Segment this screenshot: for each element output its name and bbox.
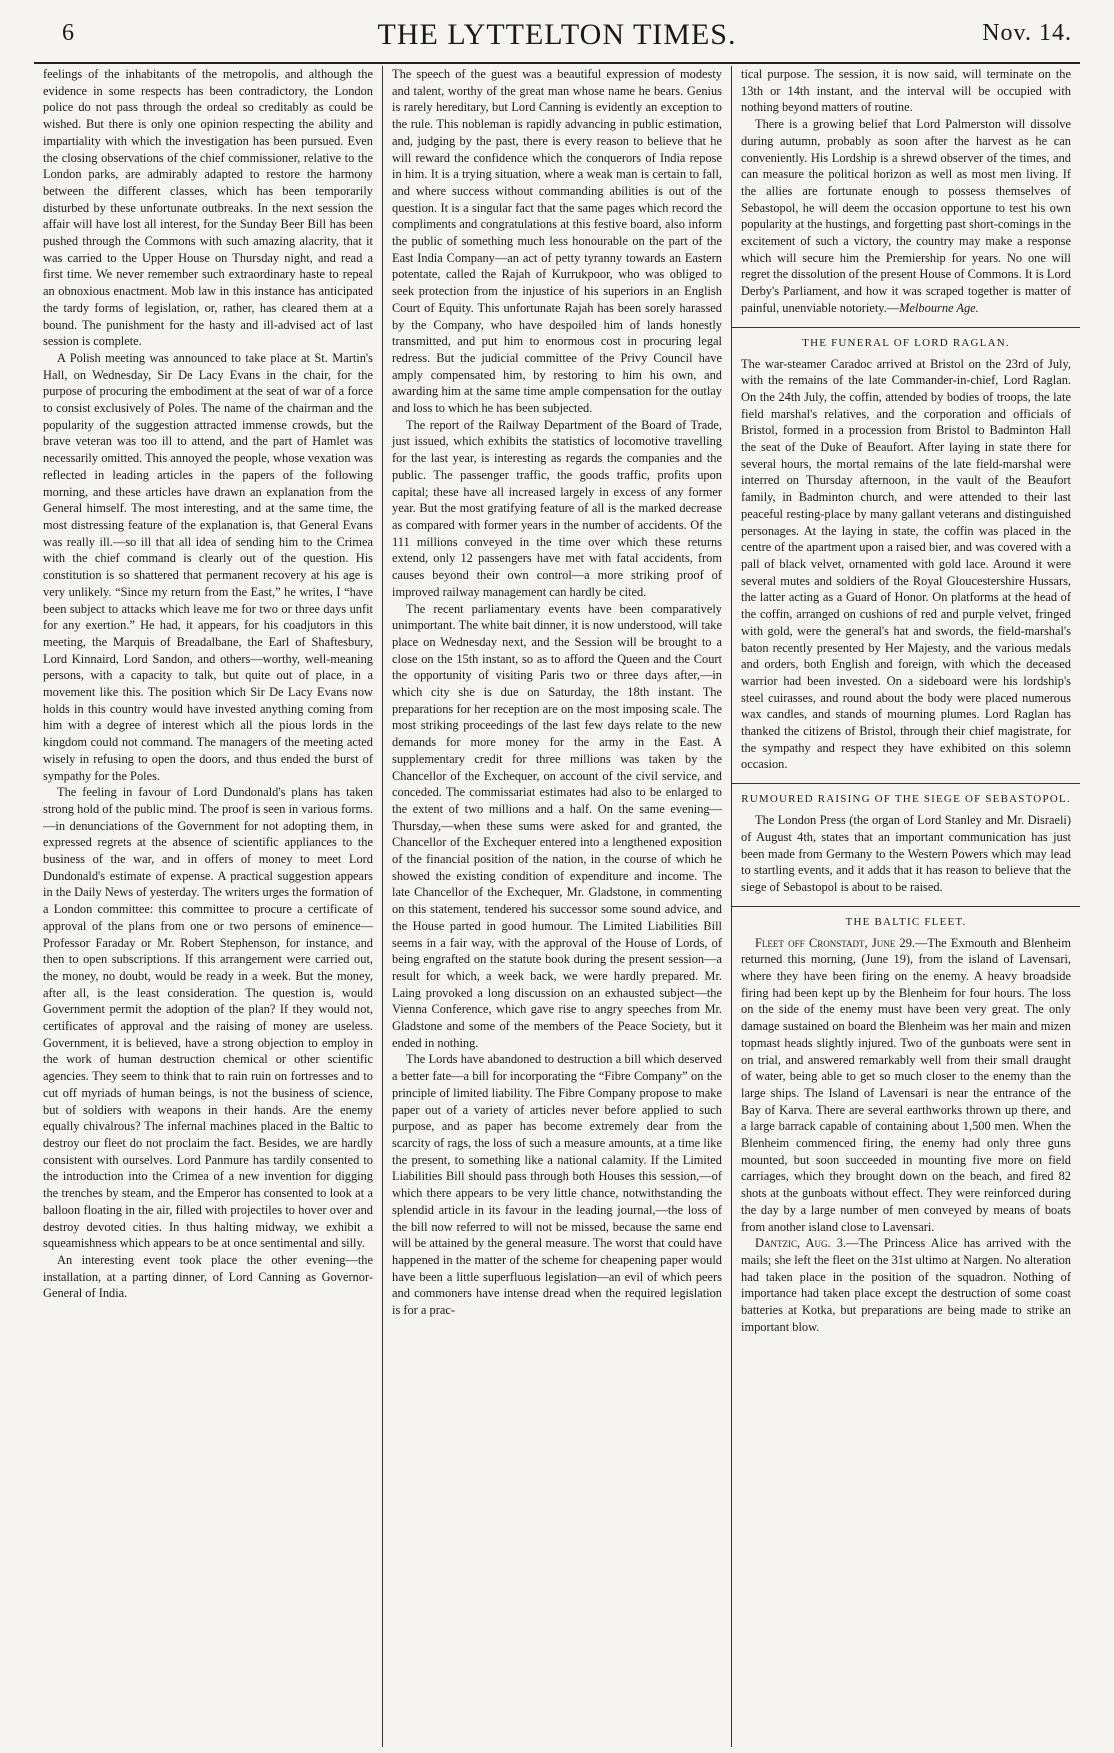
section-heading-funeral: THE FUNERAL OF LORD RAGLAN. <box>802 336 1010 349</box>
section-heading-baltic: THE BALTIC FLEET. <box>845 915 967 928</box>
section-divider <box>732 783 1080 784</box>
column-1 <box>34 66 382 1747</box>
paragraph <box>741 1235 1071 1335</box>
paragraph-text: —The Exmouth and Blenheim returned this morning, (June 19), from the island of Lavensari, where they have been firing on the enemy. A heavy broadside firing had been kept up by the Blenheim for four hours. The loss on the side of the enemy must have been very great. The only damage sustained on board the Blenheim was her main and mizen topmast heads slightly injured. Two of the gunboats were sent in on trial, and answered remarkably well from their small draught of water, being able to get so much closer to the enemy than the large ships. The Island of Lavensari is near the entrance of the Bay of Karva. There are several earthworks thrown up there, and a large barrack capable of containing about 1,500 men. When the Blenheim commenced firing, the enemy had only three guns mounted, but soon succeeded in mounting five more on field carriages, which they brought down on the beach, and fired 82 shots at the gunboats without effect. They were reinforced during the day by a large number of men conveyed by means of boats from another island close to Lavensari. <box>741 935 1071 1234</box>
page-number: 6 <box>62 20 74 46</box>
column-2 <box>382 66 731 1747</box>
paragraph: The war-steamer Caradoc arrived at Bristol on the 23rd of July, with the remains of the late Commander-in-chief, Lord Raglan. On the 24th July, the coffin, attended by bodies of troops, the late field marshal's relatives, and the corporation and officials of Bristol, formed in a procession from Bristol to Badminton Hall the seat of the Duke of Beaufort. After laying in state there for several hours, the mortal remains of the late field-marshal were interred on Thursday afternoon, in the vault of the Beaufort family, in Badminton church, and were attended to their last peaceful resting-place by many gallant veterans and distinguished personages. At the laying in state, the coffin was placed in the centre of the apartment upon a raised bier, and was covered with a pall of black velvet, ornamented with gold lace. Around it were several mutes and soldiers of the Royal Gloucestershire Hussars, the latter acting as a Guard of Honor. On platforms at the head of the coffin, arranged on cushions of red and purple velvet, fringed with gold, were the general's hat and swords, the field-marshal's baton recently presented by Her Majesty, and the various medals and orders, both English and foreign, with which the deceased warrior had been invested. On a sideboard were his lordship's steel cuirasses, and round about the body were placed numerous wax candles, and stands of mourning plumes. Lord Raglan has thanked the citizens of Bristol, through their chief magistrate, for the sympathy and respect they have exhibited on this solemn occasion. <box>741 356 1071 772</box>
paragraph: The recent parliamentary events have been comparatively unimportant. The white bait dinner, it is now understood, will take place on Wednesday next, and the Session will be brought to a close on the 15th instant, so as to afford the Queen and the Court the opportunity of visiting Paris two or three days after,—in which city she is due on Saturday, the 18th instant. The preparations for her reception are on the most imposing scale. The most striking proceedings of the last few days relate to the new demands for more money for the army in the East. A supplementary credit for three millions was taken by the Chancellor of the Exchequer, on account of the civil service, and conceded. The commissariat estimates had also to be enlarged to the extent of two millions and a half. On the same evening—Thursday,—when these sums were asked for and granted, the Chancellor of the Exchequer entered into a lengthened exposition of the financial position of the nation, in the course of which he showed the existing condition of expenditure and income. The late Chancellor of the Exchequer, Mr. Gladstone, in commenting on this statement, tendered his successor some sound advice, and the House parted in good humour. The Limited Liabilities Bill seems in a fair way, with the approval of the House of Lords, of being engrafted on the statute book during the present session—a result for which, a week back, we were hardly prepared. Mr. Laing provoked a long discussion on an exhausted subject—the Vienna Conference, which gave rise to angry speeches from Mr. Gladstone and some of the members of the Peace Society, but it ended in nothing. <box>392 601 722 1050</box>
paragraph: tical purpose. The session, it is now said, will terminate on the 13th or 14th instant, and the interval will be occupied with nothing beyond matters of routine. <box>741 67 1071 115</box>
paragraph <box>741 935 1071 1236</box>
paragraph <box>741 116 1071 316</box>
source-signature: Melbourne Age. <box>899 300 979 315</box>
paragraph: The feeling in favour of Lord Dundonald's plans has taken strong hold of the public mind. The proof is seen in various forms.—in denunciations of the Government for not adopting them, in expressed regrets at the absence of scientific appliances to the business of the war, and in offers of money to meet Lord Dundonald's estimate of expense. A practical suggestion appears in the Daily News of yesterday. The writers urges the formation of a London committee: this committee to procure a certificate of approval of the plans from one or two persons of eminence—Professor Faraday or Mr. Robert Stephenson, for instance, and then to open subscriptions. If this arrangement were carried out, the money, no doubt, would be ready in a week. But the money, after all, is the least consideration. The question is, would Government permit the adoption of the plan? If they would not, certificates of approval and the raising of money are useless. Government, it is believed, have a strong objection to employ in the work of human destruction chemical or other scientific agencies. They seem to think that to rain ruin on fortresses and to cut off myriads of human beings, is not the business of science, but of soldiers with weapons in their hands. Are the enemy equally chivalrous? The infernal machines placed in the Baltic to destroy our fleet do not proclaim the fact. Besides, we are hardly consistent with ourselves. Lord Panmure has tardily consented to the introduction into the Crimea of a new invention for digging the trenches by steam, and the Emperor has consented to look at a balloon floating in the air, filled with projectiles to hover over and destroy devoted cities. In thus halting midway, we exhibit a squeamishness which appears to be at once sentimental and silly. <box>43 785 373 1251</box>
paragraph: feelings of the inhabitants of the metropolis, and although the evidence in some respects has been contradictory, the London police do not pass through the ordeal so creditably as could be wished. But there is only one opinion respecting the ability and impartiality with which the investigation has been pursued. Even the closing observations of the chief commissioner, relative to the London parks, are admirably adapted to restore the harmony between the different classes, which has been temporarily disturbed by these unfortunate outbreaks. In the next session the affair will have lost all interest, for the Sunday Beer Bill has been pushed through the Commons with such amazing alacrity, that it was carried to the Upper House on Thursday night, and read a first time. We never remember such extraordinary haste to repeal an obnoxious enactment. Mob law in this instance has anticipated the tardy forms of legislation, or, rather, has cleared them at a bound. The punishment for the hasty and ill-advised act of last session is complete. <box>43 67 373 349</box>
paragraph: A Polish meeting was announced to take place at St. Martin's Hall, on Wednesday, Sir De Lacy Evans in the chair, for the purpose of procuring the embodiment at the seat of war of a force to consist exclusively of Poles. The name of the chairman and the popularity of the suggestion attracted immense crowds, but the brave veteran was too ill to attend, and the part of Hamlet was necessarily omitted. This annoyed the people, whose vexation was reflected in leading articles in the papers of the following morning, and these articles have drawn an explanation from the General himself. The most interesting, and at the same time, the most distressing feature of the explanation is, that General Evans was really ill.—so ill that all idea of sending him to the Crimea with the chief command is clearly out of the question. His constitution is so shattered that permanent recovery at his age is very unlikely. “Since my return from the East,” he writes, I “have been subject to attacks which leave me for two or three days unfit for any exertion.” He had, it appears, for his coadjutors in this meeting, the Marquis of Breadalbane, the Earl of Shaftesbury, Lord Kinnaird, Lord Sandon, and others—worthy, well-meaning persons, with a capacity to talk, but quite out of place, in a movement like this. The position which Sir De Lacy Evans now holds in this country would have invested anything coming from him with a degree of interest which all the pious lords in the kingdom could not command. The managers of the meeting acted wisely in refusing to open the doors, and thus ended the burst of sympathy for the Poles. <box>43 350 373 783</box>
paragraph: The report of the Railway Department of the Board of Trade, just issued, which exhibits the statistics of locomotive travelling for the last year, is interesting as regards the companies and the public. The passenger traffic, the goods traffic, profits upon capital; these have all increased largely in excess of any former year. But the most gratifying feature of all is the marked decrease as compared with former years in the number of accidents. Of the 111 millions conveyed in the time over which these returns extend, only 12 passengers have met with fatal accidents, from causes beyond their own control—a more striking proof of improved railway management can hardly be cited. <box>392 417 722 599</box>
paragraph: The London Press (the organ of Lord Stanley and Mr. Disraeli) of August 4th, states that an important communication has just been made from Germany to the Western Powers which may lead to startling events, and it adds that it has reason to believe that the siege of Sebastopol is about to be raised. <box>741 813 1071 894</box>
paragraph: An interesting event took place the other evening—the installation, at a parting dinner, of Lord Canning as Governor-General of India. <box>43 1252 373 1301</box>
masthead <box>34 18 1080 52</box>
paragraph-text: —The Princess Alice has arrived with the mails; she left the fleet on the 31st ultimo at Nargen. No alteration had taken place in the position of the squadron. Nothing of importance had taken place except the destruction of some coast batteries at Kotka, but preparations are being made to strike an important blow. <box>741 1236 1071 1334</box>
section-divider <box>732 327 1080 328</box>
paragraph-text: There is a growing belief that Lord Palmerston will dissolve during autumn, probably as soon after the harvest as he can conveniently. His Lordship is a shrewd observer of the times, and can measure the political horizon as well as most men living. If the allies are fortunate enough to possess themselves of Sebastopol, he will deem the occasion opportune to test his own popularity at the hustings, and forgetting past short-comings in the excitement of such a victory, the country may make a response which will secure him the Premiership for years. No one will regret the dissolution of the present House of Commons. It is Lord Derby's Parliament, and how it was scraped together is matter of painful, unenviable notoriety.— <box>741 117 1071 315</box>
paragraph: The Lords have abandoned to destruction a bill which deserved a better fate—a bill for incorporating the “Fibre Company” on the principle of limited liability. The Fibre Company propose to make paper out of a variety of articles never before applied to such purpose, and as paper has become extremely dear from the scarcity of rags, the loss of such a measure amounts, at a time like the present, to something like a national calamity. If the Limited Liabilities Bill should pass through both Houses this session,—of which there appears to be very little chance, notwithstanding the splendid article in its favour in the leading journal,—the loss of the bill now referred to will not be missed, because the same end will be attained by the general measure. The worst that could have happened in the matter of the scheme for cheapening paper would have been a little superfluous legislation—an evil of which peers and commoners have intense dread when the required legislation is for a prac- <box>392 1052 722 1318</box>
dateline: Fleet off Cronstadt, June 29. <box>755 935 915 950</box>
section-divider <box>732 906 1080 907</box>
section-heading-siege: RUMOURED RAISING OF THE SIEGE OF SEBASTOPOL. <box>741 793 1071 806</box>
issue-date: Nov. 14. <box>982 20 1072 46</box>
newspaper-title: THE LYTTELTON TIMES. <box>377 18 737 51</box>
masthead-rule <box>34 62 1080 64</box>
column-3 <box>731 66 1080 1747</box>
article-columns <box>34 66 1080 1747</box>
paragraph: The speech of the guest was a beautiful expression of modesty and talent, worthy of the great man whose name he bears. Genius is rarely hereditary, but Lord Canning is evidently an exception to the rule. This nobleman is rapidly advancing in public estimation, and, judging by the past, there is every reason to believe that he will reward the confidence which the conquerors of India repose in him. It is a trying situation, where a weak man is certain to fall, and where success without commanding abilities is out of the question. It is a singular fact that the same pages which record the compliments and congratulations at this festive board, also inform the public of something much less honourable on the part of the East India Company—an act of petty tyranny towards an Eastern potentate, called the Rajah of Kurrukpoor, who was obliged to seek protection from the injustice of his superiors in an English Court of Equity. This unfortunate Rajah has been sorely harassed by the Company, who have despoiled him of lands honestly transmitted, and put him to enormous cost in procuring legal redress. But the judicial committee of the Privy Council have amply compensated him, by restoring to him his own, and awarding him at the same time ample compensation for the outlay and loss to which he has been subjected. <box>392 67 722 416</box>
dateline: Dantzic, Aug. 3. <box>755 1236 847 1251</box>
